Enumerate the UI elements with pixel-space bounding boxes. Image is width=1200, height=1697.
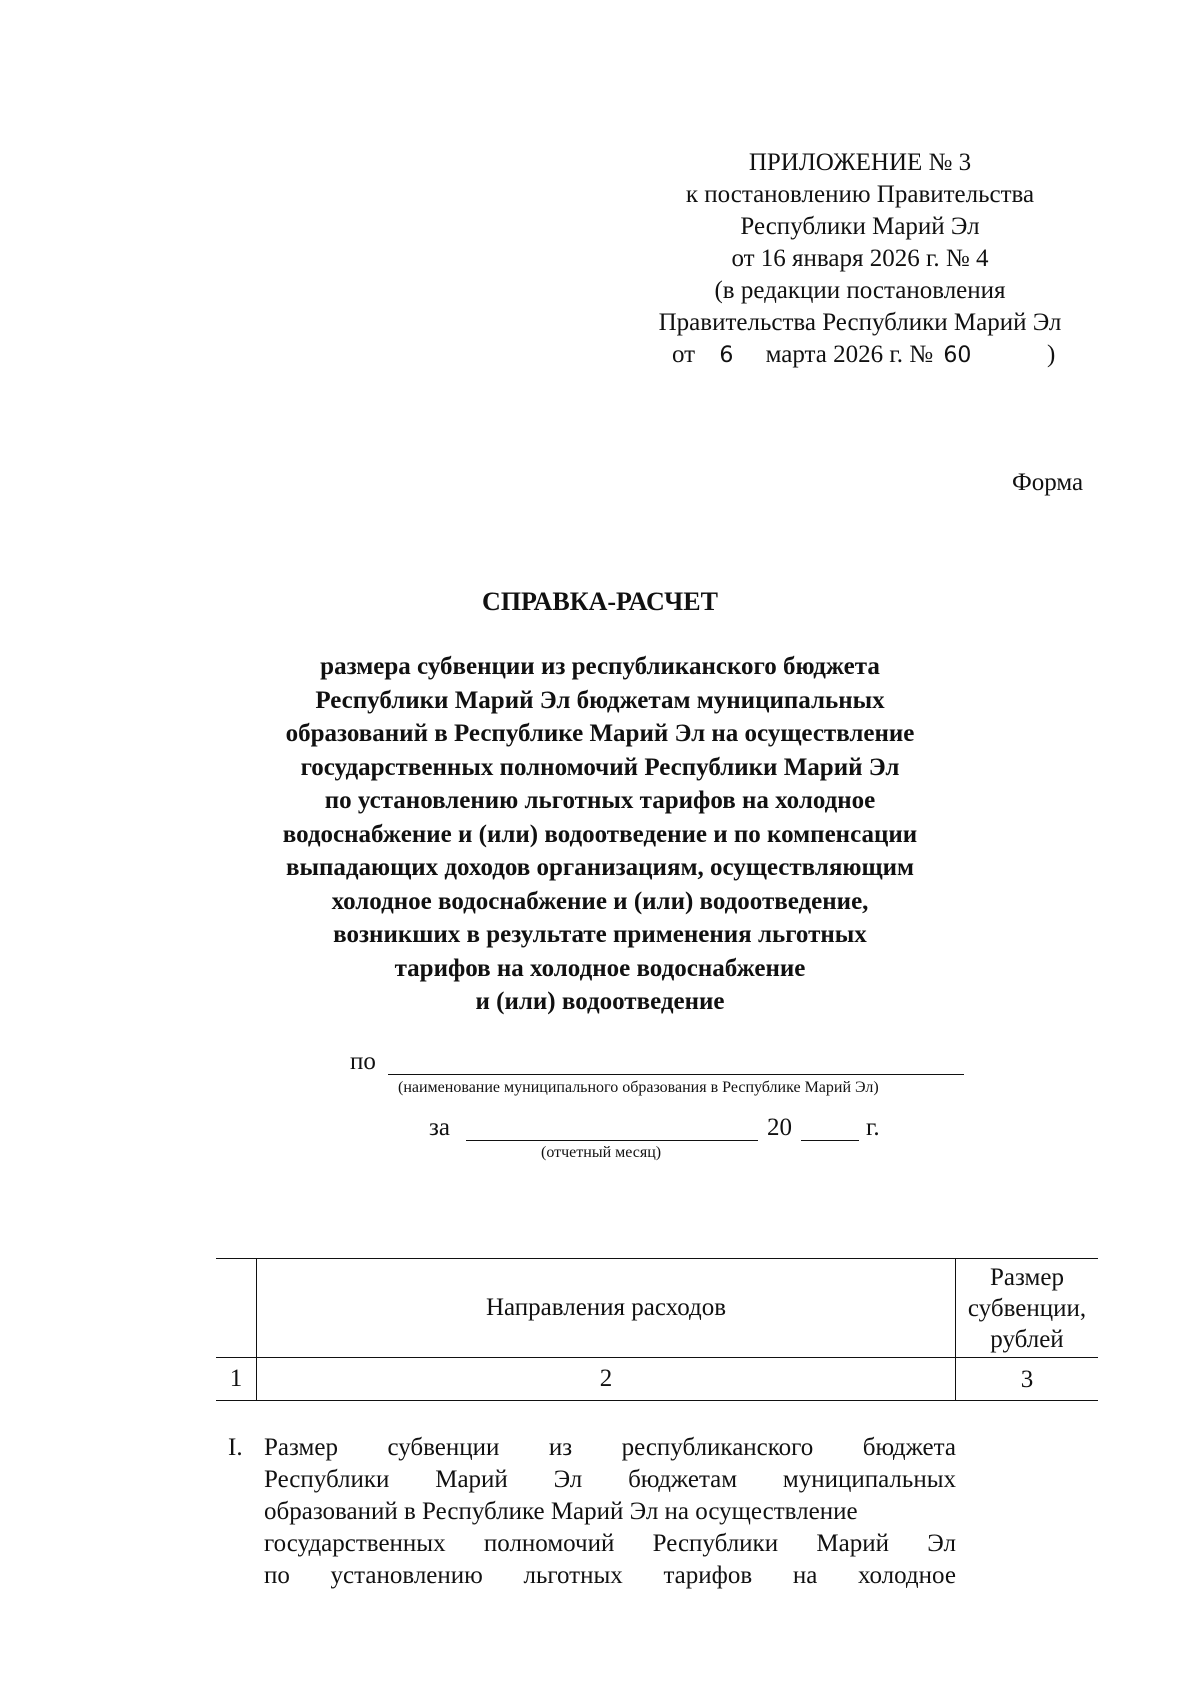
appendix-amendment-date — [610, 339, 1172, 372]
header-col-directions: Направления расходов — [257, 1259, 956, 1358]
word: тарифов — [663, 1562, 753, 1589]
section-body — [264, 1432, 956, 1592]
section-i — [228, 1432, 956, 1592]
subtitle-line: и (или) водоотведение — [475, 988, 725, 1015]
word: Размер — [264, 1434, 338, 1461]
section-line — [264, 1496, 956, 1528]
subtitle-line: возникших в результате применения льготных — [333, 921, 867, 948]
appendix-government: Правительства Республики Марий Эл — [658, 309, 1062, 336]
subtitle-line: государственных полномочий Республики Марий Эл — [300, 753, 900, 781]
year-prefix: 20 — [767, 1114, 792, 1141]
form-label: Форма — [1012, 469, 1084, 496]
year-blank[interactable] — [801, 1140, 859, 1141]
word: полномочий — [483, 1530, 615, 1557]
col-number-1: 1 — [216, 1358, 257, 1401]
po-label: по — [350, 1048, 376, 1075]
subtitle-line: Республики Марий Эл бюджетам муниципальных — [315, 686, 885, 714]
month-hint: (отчетный месяц) — [541, 1144, 662, 1161]
header-amount-line: субвенции, — [967, 1294, 1087, 1322]
section-line — [264, 1464, 956, 1496]
word: Марий — [816, 1530, 889, 1557]
word: Республики — [264, 1466, 390, 1493]
word: бюджетам — [628, 1466, 738, 1493]
word: из — [548, 1434, 573, 1461]
subtitle-line: выпадающих доходов организациям, осуществляющим — [285, 854, 915, 881]
document-title: СПРАВКА-РАСЧЕТ — [482, 587, 718, 616]
subtitle-line: тарифов на холодное водоснабжение — [394, 954, 806, 982]
word: государственных — [264, 1530, 446, 1557]
document-subtitle — [230, 650, 970, 1019]
word: установлению — [330, 1562, 483, 1589]
word: муниципальных — [782, 1466, 956, 1493]
word: на — [792, 1562, 818, 1589]
word: Республики — [652, 1530, 779, 1557]
header-col-amount — [956, 1259, 1099, 1358]
expenses-table — [216, 1258, 1098, 1401]
word: республиканского — [621, 1434, 814, 1461]
word: Эл — [553, 1466, 583, 1493]
subtitle-line: холодное водоснабжение и (или) водоотведение, — [331, 887, 869, 915]
appendix-title: ПРИЛОЖЕНИЕ № 3 — [748, 149, 972, 176]
appendix-resolution-ref: к постановлению Правительства — [685, 181, 1035, 208]
header-amount-line: Размер — [990, 1263, 1064, 1291]
word: льготных — [523, 1562, 623, 1589]
header-col-1 — [216, 1259, 257, 1358]
appendix-edition: (в редакции постановления — [714, 277, 1006, 304]
subtitle-line: водоснабжение и (или) водоотведение и по компенсации — [282, 820, 918, 848]
section-line — [264, 1432, 956, 1464]
subtitle-line: образований в Республике Марий Эл на осуществление — [285, 720, 915, 747]
col-number-2: 2 — [257, 1358, 956, 1401]
amendment-number: 60 — [943, 343, 972, 368]
section-number: I. — [228, 1434, 243, 1461]
table-header-row — [216, 1259, 1098, 1358]
word: субвенции — [387, 1434, 500, 1461]
za-label: за — [429, 1114, 450, 1141]
month-blank[interactable] — [466, 1140, 758, 1141]
subtitle-line: размера субвенции из республиканского бюджета — [320, 653, 880, 680]
col-number-3: 3 — [956, 1358, 1099, 1401]
table-number-row — [216, 1358, 1098, 1401]
word: по — [264, 1562, 290, 1589]
amendment-month-year: марта 2026 г. № — [765, 341, 934, 368]
word: Марий — [435, 1466, 508, 1493]
word: образований в Республике Марий Эл на осуществление — [264, 1498, 858, 1525]
municipality-hint: (наименование муниципального образования в Республике Марий Эл) — [398, 1079, 879, 1096]
amendment-prefix: от — [672, 341, 696, 368]
municipality-blank[interactable] — [388, 1074, 964, 1075]
amendment-close-paren: ) — [1047, 341, 1056, 368]
section-line — [264, 1560, 956, 1592]
appendix-date: от 16 января 2026 г. № 4 — [731, 245, 989, 272]
appendix-republic: Республики Марий Эл — [740, 213, 980, 240]
subtitle-line: по установлению льготных тарифов на холодное — [324, 787, 876, 814]
appendix-block — [610, 147, 1110, 372]
word: Эл — [927, 1530, 956, 1557]
word: бюджета — [862, 1434, 956, 1461]
section-line — [264, 1528, 956, 1560]
year-suffix: г. — [866, 1114, 880, 1141]
header-amount-line: рублей — [990, 1325, 1064, 1353]
amendment-day: 6 — [719, 343, 734, 368]
word: холодное — [857, 1562, 956, 1589]
